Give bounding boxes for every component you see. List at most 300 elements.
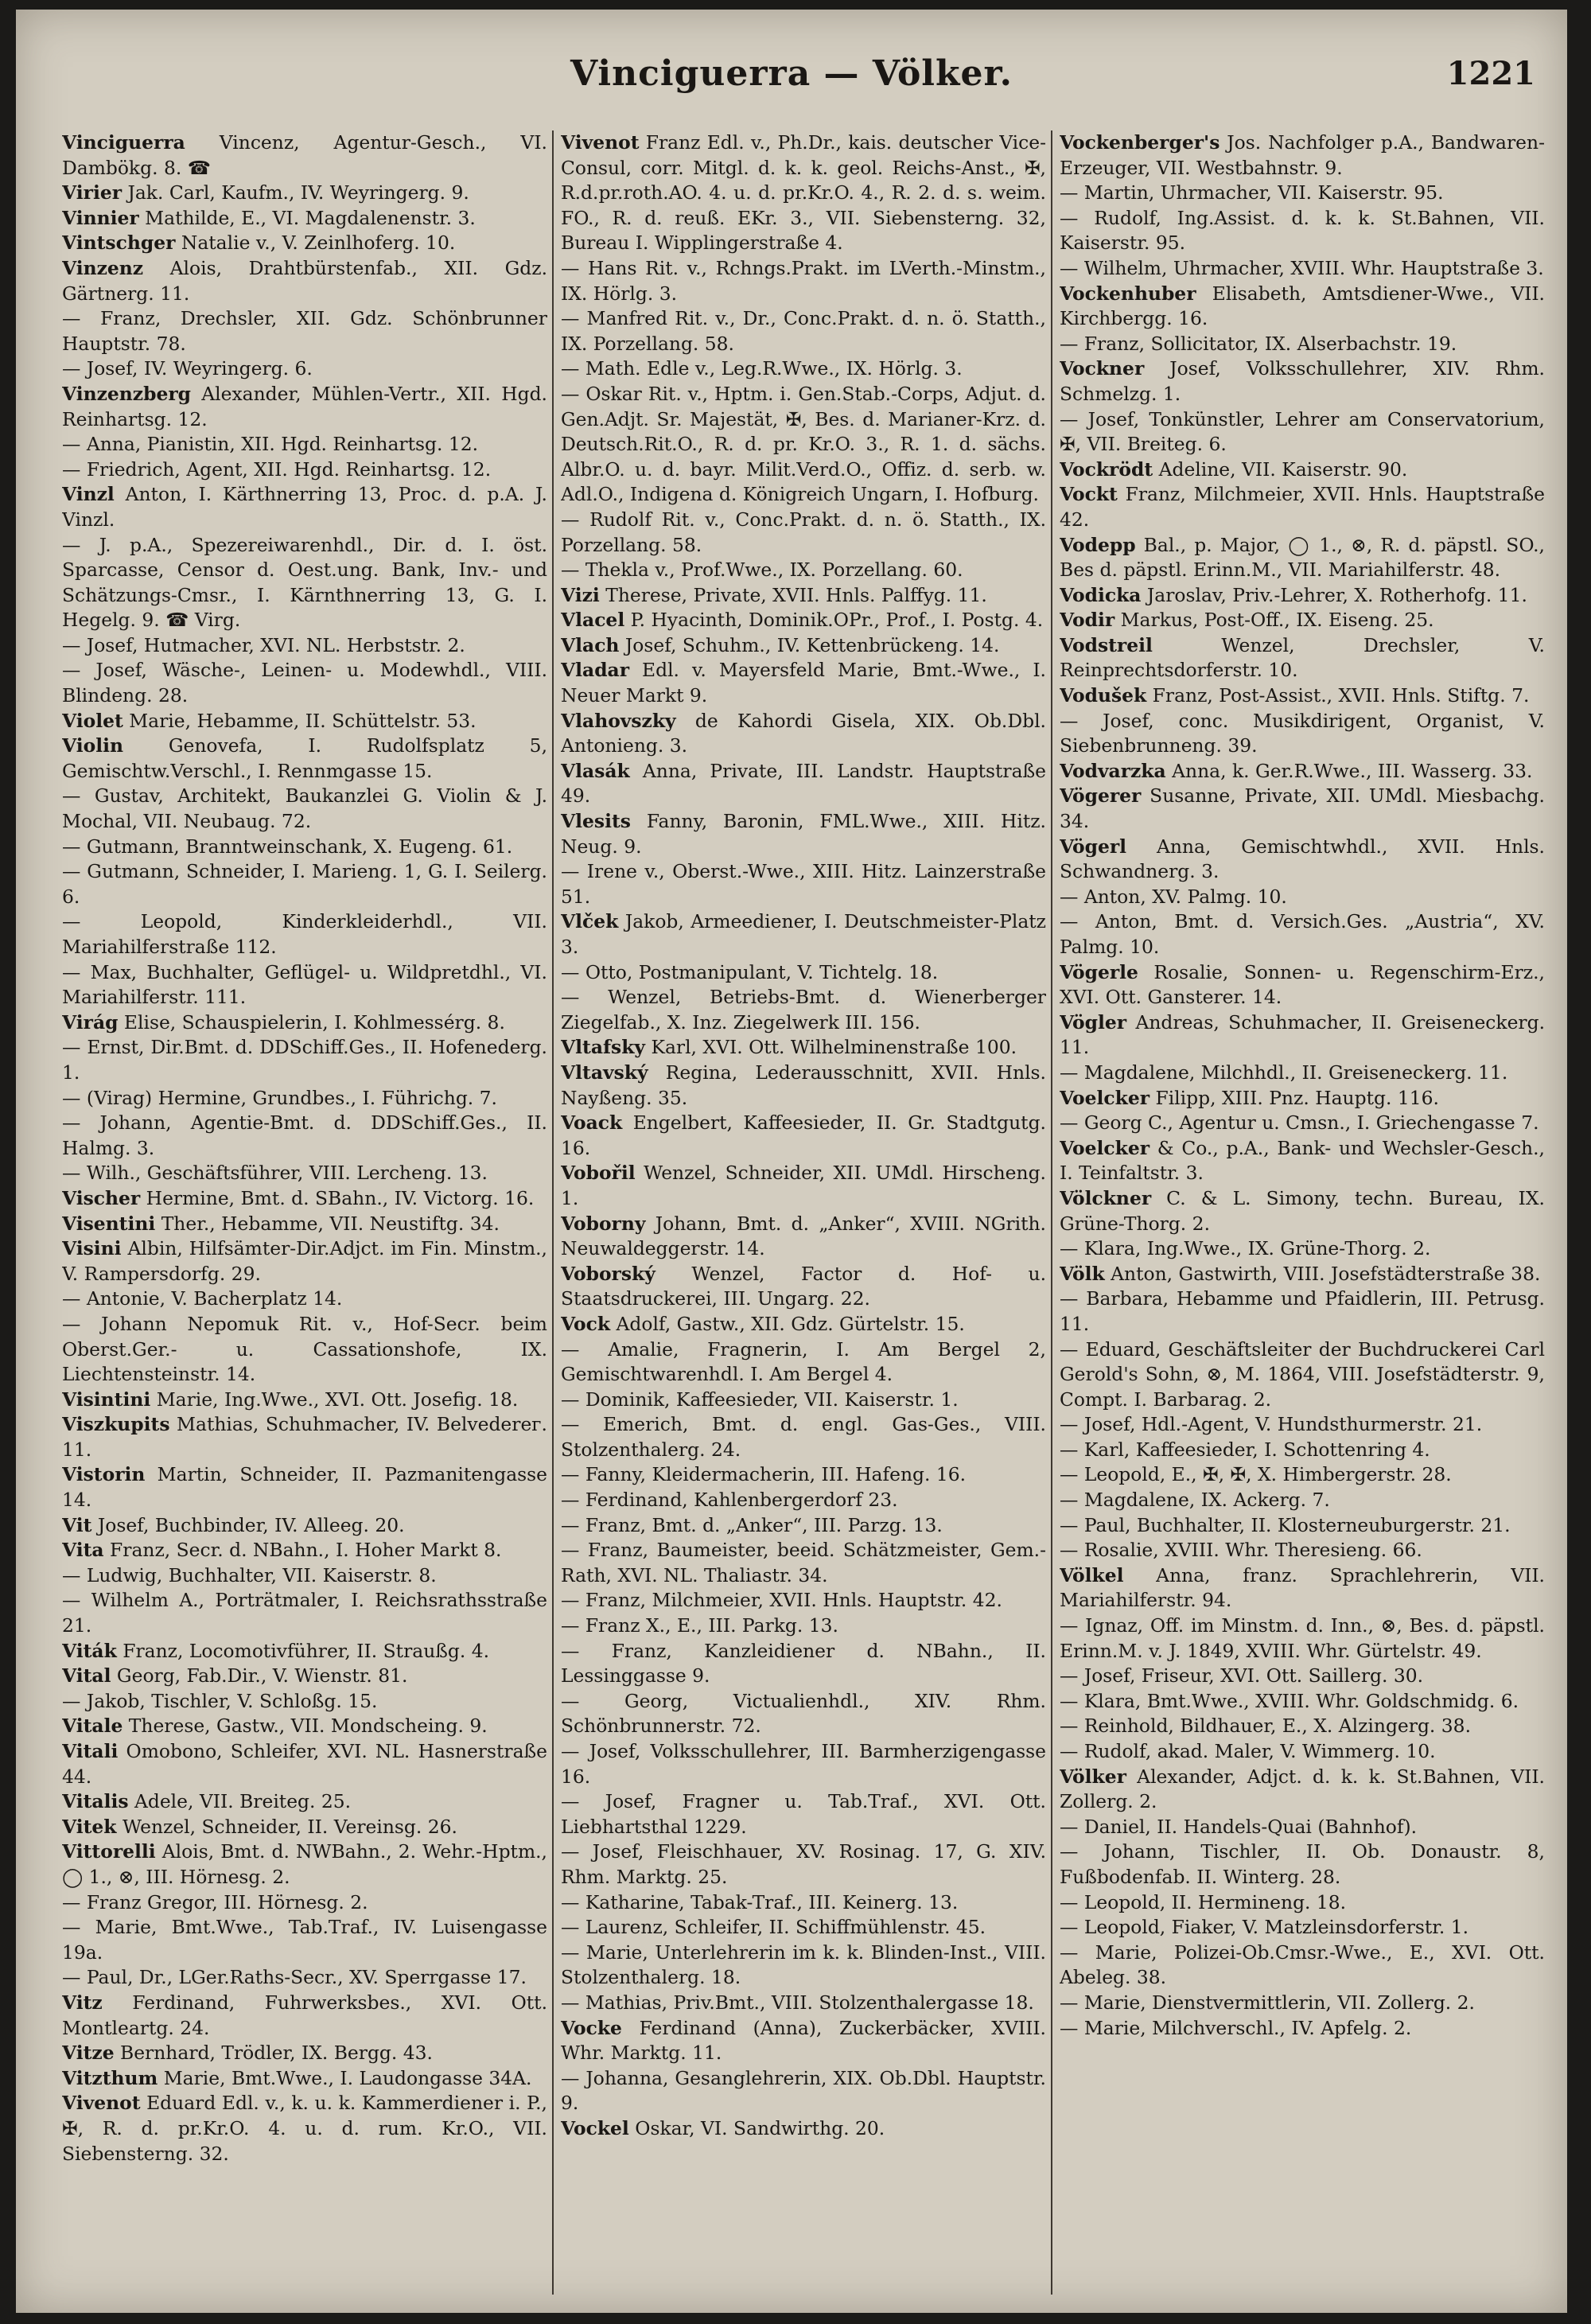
entry-details: Adele, VII. Breiteg. 25.	[128, 1790, 352, 1813]
entry-details: — Fanny, Kleidermacherin, III. Hafeng. 16.	[561, 1463, 967, 1486]
directory-entry	[1060, 1941, 1545, 1991]
entry-surname: Vinzenzberg	[62, 382, 191, 405]
directory-entry	[62, 1287, 547, 1312]
directory-entry	[62, 533, 547, 633]
entry-surname: Vockrödt	[1060, 457, 1153, 481]
entry-details: — Gustav, Architekt, Baukanzlei G. Violin & J. Mochal, VII. Neubaug. 72.	[62, 784, 547, 833]
directory-entry	[1060, 759, 1545, 784]
entry-details: — Irene v., Oberst.-Wwe., XIII. Hitz. Lainzerstraße 51.	[561, 860, 1046, 908]
entry-details: — Josef, Friseur, XVI. Ott. Saillerg. 30.	[1060, 1664, 1424, 1688]
entry-details: — Georg, Victualienhdl., XIV. Rhm. Schönbrunnerstr. 72.	[561, 1689, 1046, 1738]
directory-entry	[1060, 533, 1545, 583]
entry-details: — Friedrich, Agent, XII. Hgd. Reinhartsg. 12.	[62, 457, 492, 481]
entry-surname: Vltavský	[561, 1061, 648, 1084]
entry-details: — Magdalene, Milchhdl., II. Greiseneckerg. 11.	[1060, 1061, 1508, 1084]
entry-surname: Vistorin	[62, 1463, 146, 1486]
directory-entry	[1060, 784, 1545, 834]
entry-details: Ferdinand, Fuhrwerksbes., XVI. Ott. Montleartg. 24.	[62, 1991, 547, 2039]
entry-details: Alois, Drahtbürstenfab., XII. Gdz. Gärtnerg. 11.	[62, 256, 547, 305]
directory-entry	[1060, 206, 1545, 256]
directory-entry	[62, 1739, 547, 1789]
entry-surname: Visentini	[62, 1212, 156, 1235]
entry-details: — Josef, Wäsche-, Leinen- u. Modewhdl., VIII. Blindeng. 28.	[62, 659, 547, 707]
entry-surname: Vocke	[561, 2016, 622, 2039]
directory-entry	[1060, 960, 1545, 1010]
entry-details: — Paul, Dr., LGer.Raths-Secr., XV. Sperrgasse 17.	[62, 1966, 527, 1989]
directory-entry	[62, 784, 547, 834]
directory-entry	[561, 1513, 1046, 1539]
directory-entry	[62, 1236, 547, 1287]
directory-entry	[1060, 1412, 1545, 1438]
directory-entry	[62, 1412, 547, 1462]
entry-surname: Vinzl	[62, 483, 115, 506]
entry-details: — Franz, Bmt. d. „Anker“, III. Parzg. 13.	[561, 1513, 943, 1536]
entry-surname: Vit	[62, 1513, 92, 1536]
entry-details: — Anton, XV. Palmg. 10.	[1060, 885, 1287, 908]
entry-surname: Vodušek	[1060, 684, 1147, 707]
directory-entry	[561, 658, 1046, 708]
entry-details: Wenzel, Schneider, XII. UMdl. Hirscheng. 1.	[561, 1162, 1046, 1209]
entry-surname: Viszkupits	[62, 1413, 170, 1436]
entry-details: Anna, k. Ger.R.Wwe., III. Wasserg. 33.	[1165, 759, 1533, 782]
entry-details: — Reinhold, Bildhauer, E., X. Alzingerg. 38.	[1060, 1715, 1472, 1738]
directory-entry	[1060, 1061, 1545, 1086]
directory-entry	[561, 1538, 1046, 1588]
directory-entry	[62, 1915, 547, 1965]
entry-details: Genovefa, I. Rudolfsplatz 5, Gemischtw.Verschl., I. Rennmgasse 15.	[62, 734, 547, 782]
entry-surname: Vitze	[62, 2042, 115, 2065]
directory-entry	[1060, 1689, 1545, 1715]
directory-entry	[561, 2016, 1046, 2066]
directory-entry	[561, 1388, 1046, 1413]
entry-details: Marie, Bmt.Wwe., I. Laudongasse 34A.	[158, 2066, 532, 2089]
directory-entry	[561, 1789, 1046, 1839]
entry-surname: Vögerer	[1060, 784, 1142, 808]
directory-entry	[62, 1815, 547, 1840]
directory-entry	[62, 1839, 547, 1890]
entry-details: — Josef, Hutmacher, XVI. NL. Herbststr. 2.	[62, 633, 465, 656]
entry-surname: Vögler	[1060, 1010, 1127, 1034]
entry-surname: Violet	[62, 709, 123, 732]
column-divider	[552, 130, 554, 2295]
directory-entry	[62, 1563, 547, 1589]
entry-surname: Viták	[62, 1639, 117, 1662]
directory-entry	[561, 1212, 1046, 1262]
directory-entry	[561, 1337, 1046, 1388]
entry-surname: Vitzthum	[62, 2066, 158, 2089]
entry-details: Eduard Edl. v., k. u. k. Kammerdiener i. P., ✠, R. d. pr.Kr.O. 4. u. d. rum. Kr.O., VII. Siebensterng. 32.	[62, 2092, 547, 2165]
entry-details: Anton, Gastwirth, VIII. Josefstädterstraße 38.	[1104, 1262, 1541, 1285]
entry-surname: Vockenberger's	[1060, 131, 1220, 154]
entry-details: Alexander, Adjct. d. k. k. St.Bahnen, VII. Zollerg. 2.	[1060, 1765, 1545, 1813]
directory-entry	[561, 1739, 1046, 1789]
directory-entry	[62, 130, 547, 181]
directory-entry	[1060, 835, 1545, 885]
entry-details: Edl. v. Mayersfeld Marie, Bmt.-Wwe., I. Neuer Markt 9.	[561, 659, 1046, 707]
directory-entry	[1060, 457, 1545, 483]
entry-details: — Ferdinand, Kahlenbergerdorf 23.	[561, 1489, 898, 1512]
entry-details: — Josef, Fleischhauer, XV. Rosinag. 17, G. XIV. Rhm. Marktg. 25.	[561, 1840, 1046, 1888]
entry-details: — Franz, Baumeister, beeid. Schätzmeister, Gem.-Rath, XVI. NL. Thaliastr. 34.	[561, 1539, 1046, 1586]
page-title: Vinciguerra — Völker.	[570, 53, 1013, 94]
directory-entry	[62, 1664, 547, 1689]
entry-details: Bernhard, Trödler, IX. Bergg. 43.	[114, 2042, 433, 2065]
entry-surname: Voelcker	[1060, 1136, 1150, 1159]
directory-entry	[561, 1061, 1046, 1111]
entry-details: Wenzel, Factor d. Hof- u. Staatsdruckerei, III. Ungarg. 22.	[561, 1262, 1046, 1310]
entry-details: — Eduard, Geschäftsleiter der Buchdruckerei Carl Gerold's Sohn, ⊗, M. 1864, VIII. Josefstädterstr. 9, Compt. I. Barbarag. 2.	[1060, 1337, 1545, 1411]
directory-entry	[62, 1789, 547, 1815]
directory-entry	[561, 1614, 1046, 1639]
entry-details: Josef, Volksschullehrer, XIV. Rhm. Schmelzg. 1.	[1060, 357, 1545, 405]
directory-entry	[561, 1991, 1046, 2016]
directory-entry	[1060, 633, 1545, 683]
entry-details: — Katharine, Tabak-Traf., III. Keinerg. 13.	[561, 1890, 959, 1913]
entry-details: — Hans Rit. v., Rchngs.Prakt. im LVerth.-Minstm., IX. Hörlg. 3.	[561, 256, 1046, 305]
entry-surname: Vischer	[62, 1186, 141, 1209]
directory-entry	[62, 256, 547, 306]
entry-details: Engelbert, Kaffeesieder, II. Gr. Stadtgutg. 16.	[561, 1111, 1046, 1159]
directory-entry	[1060, 1262, 1545, 1287]
entry-details: — Wilhelm A., Porträtmaler, I. Reichsrathsstraße 21.	[62, 1589, 547, 1637]
entry-details: Hermine, Bmt. d. SBahn., IV. Victorg. 16.	[140, 1186, 535, 1209]
directory-entry	[62, 709, 547, 734]
entry-details: — Johann, Tischler, II. Ob. Donaustr. 8, Fußbodenfab. II. Winterg. 28.	[1060, 1840, 1545, 1888]
entry-surname: Vodir	[1060, 609, 1115, 632]
entry-details: Anton, I. Kärthnerring 13, Proc. d. p.A. J. Vinzl.	[62, 483, 547, 531]
entry-surname: Vodepp	[1060, 533, 1136, 556]
column-divider	[1051, 130, 1052, 2295]
directory-entry	[62, 658, 547, 708]
directory-entry	[561, 2116, 1046, 2142]
directory-entry	[1060, 1438, 1545, 1463]
entry-surname: Vodicka	[1060, 583, 1142, 606]
entry-details: — Georg C., Agentur u. Cmsn., I. Griechengasse 7.	[1060, 1111, 1539, 1135]
entry-details: — Thekla v., Prof.Wwe., IX. Porzellang. 60.	[561, 559, 963, 582]
entry-details: — Martin, Uhrmacher, VII. Kaiserstr. 95.	[1060, 181, 1444, 204]
entry-details: Elisabeth, Amtsdiener-Wwe., VII. Kirchbergg. 16.	[1060, 282, 1545, 330]
entry-details: Alois, Bmt. d. NWBahn., 2. Wehr.-Hptm., ◯ 1., ⊗, III. Hörnesg. 2.	[62, 1840, 547, 1888]
directory-entry	[561, 382, 1046, 508]
directory-entry	[62, 1714, 547, 1739]
directory-entry	[561, 1312, 1046, 1337]
entry-details: Andreas, Schuhmacher, II. Greiseneckerg. 11.	[1060, 1010, 1545, 1059]
entry-details: — Josef, Volksschullehrer, III. Barmherzigengasse 16.	[561, 1740, 1046, 1788]
directory-entry	[1060, 407, 1545, 457]
directory-entry	[62, 1035, 547, 1085]
directory-entry	[62, 2091, 547, 2166]
entry-surname: Vlacel	[561, 609, 625, 632]
entry-details: Karl, XVI. Ott. Wilhelminenstraße 100.	[645, 1036, 1017, 1059]
entry-details: Marie, Hebamme, II. Schüttelstr. 53.	[123, 709, 477, 732]
entry-details: Franz Edl. v., Ph.Dr., kais. deutscher Vice-Consul, corr. Mitgl. d. k. k. geol. Reichs-Anst., ✠, R.d.pr.roth.AO. 4. u. d. pr.Kr.O. 4., R. 2. d. s. weim. FO., R. d. reuß. EKr. 3., VII. Siebensterng. 32, Bureau I. Wipplingerstraße 4.	[561, 131, 1046, 255]
entry-surname: Vodvarzka	[1060, 759, 1166, 782]
entry-details: Ther., Hebamme, VII. Neustiftg. 34.	[155, 1212, 500, 1235]
entry-details: Albin, Hilfsämter-Dir.Adjct. im Fin. Minstm., V. Rampersdorfg. 29.	[62, 1237, 547, 1285]
entry-details: Jos. Nachfolger p.A., Bandwaren-Erzeuger, VII. Westbahnstr. 9.	[1060, 131, 1545, 179]
entry-details: Mathilde, E., VI. Magdalenenstr. 3.	[138, 206, 476, 229]
directory-entry	[1060, 256, 1545, 282]
entry-surname: Vitek	[62, 1815, 117, 1838]
entry-details: Ferdinand (Anna), Zuckerbäcker, XVIII. Whr. Marktg. 11.	[561, 2016, 1046, 2065]
directory-entry	[1060, 1614, 1545, 1664]
entry-details: Anna, Gemischtwhdl., XVII. Hnls. Schwandnerg. 3.	[1060, 835, 1545, 883]
entry-details: Oskar, VI. Sandwirthg. 20.	[628, 2116, 885, 2139]
entry-surname: Vobořil	[561, 1162, 636, 1185]
directory-entry	[62, 734, 547, 784]
entry-details: — Karl, Kaffeesieder, I. Schottenring 4.	[1060, 1438, 1430, 1461]
entry-details: & Co., p.A., Bank- und Wechsler-Gesch., I. Teinfaltstr. 3.	[1060, 1136, 1545, 1185]
entry-details: C. & L. Simony, techn. Bureau, IX. Grüne-Thorg. 2.	[1060, 1186, 1545, 1235]
directory-entry	[561, 130, 1046, 256]
entry-surname: Visintini	[62, 1388, 151, 1411]
column-2	[561, 130, 1046, 2295]
directory-entry	[1060, 1714, 1545, 1739]
entry-details: Jakob, Armeediener, I. Deutschmeister-Platz 3.	[561, 910, 1046, 958]
entry-details: — Franz X., E., III. Parkg. 13.	[561, 1614, 838, 1637]
entry-details: — Franz Gregor, III. Hörnesg. 2.	[62, 1890, 368, 1913]
entry-details: — Johann Nepomuk Rit. v., Hof-Secr. beim Oberst.Ger.- u. Cassationshofe, IX. Liechtensteinstr. 14.	[62, 1312, 547, 1386]
entry-details: — Ignaz, Off. im Minstm. d. Inn., ⊗, Bes. d. päpstl. Erinn.M. v. J. 1849, XVIII. Whr. Gürtelstr. 49.	[1060, 1614, 1545, 1662]
entry-details: Jak. Carl, Kaufm., IV. Weyringerg. 9.	[122, 181, 469, 204]
entry-details: Franz, Milchmeier, XVII. Hnls. Hauptstraße 42.	[1060, 483, 1545, 531]
page-number: 1221	[1446, 55, 1535, 92]
entry-details: — Magdalene, IX. Ackerg. 7.	[1060, 1489, 1330, 1512]
entry-surname: Vockenhuber	[1060, 282, 1196, 305]
entry-details: — Klara, Ing.Wwe., IX. Grüne-Thorg. 2.	[1060, 1237, 1431, 1260]
entry-details: Anna, Private, III. Landstr. Hauptstraße 49.	[561, 759, 1046, 808]
entry-details: Franz, Post-Assist., XVII. Hnls. Stiftg. 7.	[1146, 684, 1530, 707]
directory-entry	[62, 1312, 547, 1388]
entry-details: Regina, Lederausschnitt, XVII. Hnls. Nayßeng. 35.	[561, 1061, 1046, 1109]
directory-entry	[561, 985, 1046, 1035]
entry-surname: Vivenot	[561, 131, 640, 154]
directory-entry	[561, 256, 1046, 306]
entry-details: — Jakob, Tischler, V. Schloßg. 15.	[62, 1689, 378, 1712]
entry-details: Therese, Private, XVII. Hnls. Palffyg. 11.	[599, 583, 987, 606]
directory-entry	[1060, 282, 1545, 332]
entry-details: — Marie, Polizei-Ob.Cmsr.-Wwe., E., XVI. Ott. Abeleg. 38.	[1060, 1941, 1545, 1989]
entry-details: Jaroslav, Priv.-Lehrer, X. Rotherhofg. 11.	[1141, 583, 1527, 606]
directory-entry	[1060, 683, 1545, 709]
entry-details: Mathias, Schuhmacher, IV. Belvederег. 11.	[62, 1413, 547, 1461]
directory-entry	[62, 633, 547, 659]
directory-entry	[1060, 1111, 1545, 1136]
directory-entry	[561, 1839, 1046, 1890]
entry-details: Anna, franz. Sprachlehrerin, VII. Mariahilferstr. 94.	[1060, 1563, 1545, 1612]
entry-surname: Vinzenz	[62, 256, 144, 279]
entry-details: — Johanna, Gesanglehrerin, XIX. Ob.Dbl. Hauptstr. 9.	[561, 2066, 1046, 2115]
entry-details: — Wilhelm, Uhrmacher, XVIII. Whr. Hauptstraße 3.	[1060, 256, 1544, 279]
entry-details: — Daniel, II. Handels-Quai (Bahnhof).	[1060, 1815, 1418, 1838]
entry-details: — Franz, Drechsler, XII. Gdz. Schönbrunner Hauptstr. 78.	[62, 307, 547, 355]
directory-entry	[1060, 1739, 1545, 1765]
directory-entry	[1060, 1236, 1545, 1262]
entry-details: Josef, Buchbinder, IV. Alleeg. 20.	[91, 1513, 405, 1536]
entry-surname: Vlesits	[561, 810, 631, 833]
directory-entry	[561, 1588, 1046, 1614]
column-3	[1060, 130, 1545, 2295]
entry-surname: Vitz	[62, 1991, 103, 2014]
entry-details: Omobono, Schleifer, XVI. NL. Hasnerstraße 44.	[62, 1740, 547, 1788]
entry-details: — Marie, Unterlehrerin im k. k. Blinden-Inst., VIII. Stolzenthalerg. 18.	[561, 1941, 1046, 1989]
directory-entry	[561, 1941, 1046, 1991]
entry-surname: Vögerl	[1060, 835, 1127, 858]
entry-details: — J. p.A., Spezereiwarenhdl., Dir. d. I. öst. Sparcasse, Censor d. Oest.ung. Bank, Inv.- und Schätzungs-Cmsr., I. Kärnthnerring 13, G. I. Hegelg. 9. ☎ Virg.	[62, 533, 547, 632]
entry-surname: Vinciguerra	[62, 131, 185, 154]
entry-details: Franz, Locomotivführer, II. Straußg. 4.	[116, 1639, 490, 1662]
entry-details: — Rudolf, Ing.Assist. d. k. k. St.Bahnen, VII. Kaiserstr. 95.	[1060, 206, 1545, 255]
directory-entry	[561, 859, 1046, 909]
directory-entry	[62, 835, 547, 860]
directory-entry	[62, 960, 547, 1010]
directory-entry	[62, 1388, 547, 1413]
entry-details: — Gutmann, Branntweinschank, X. Eugeng. 61.	[62, 835, 513, 858]
entry-surname: Vinnier	[62, 206, 139, 229]
entry-details: — (Virag) Hermine, Grundbes., I. Führichg. 7.	[62, 1086, 497, 1109]
directory-entry	[62, 1588, 547, 1638]
entry-details: — Marie, Milchverschl., IV. Apfelg. 2.	[1060, 2016, 1412, 2039]
entry-details: — Oskar Rit. v., Hptm. i. Gen.Stab.-Corps, Adjut. d. Gen.Adjt. Sr. Majestät, ✠, Bes. d. Marianer-Krz. d. Deutsch.Rit.O., R. d. pr. Kr.O. 3., R. 1. d. sächs. Albr.O. u. d. bayr. Milit.Verd.O., Offiz. d. serb. w. Adl.O., Indigena d. Königreich Ungarn, I. Hofburg.	[561, 382, 1046, 506]
entry-surname: Vlach	[561, 633, 620, 656]
entry-surname: Vladar	[561, 659, 630, 682]
entry-details: Rosalie, Sonnen- u. Regenschirm-Erz., XVI. Ott. Gansterer. 14.	[1060, 960, 1545, 1009]
directory-entry	[561, 909, 1046, 960]
directory-entry	[62, 859, 547, 909]
directory-entry	[62, 1689, 547, 1715]
entry-details: Johann, Bmt. d. „Anker“, XVIII. NGrith. Neuwaldeggerstr. 14.	[561, 1212, 1046, 1260]
directory-entry	[561, 633, 1046, 659]
entry-surname: Voack	[561, 1111, 623, 1135]
directory-entry	[62, 1462, 547, 1512]
entry-surname: Völker	[1060, 1765, 1126, 1788]
directory-entry	[1060, 1563, 1545, 1614]
directory-entry	[62, 181, 547, 206]
entry-details: — Anton, Bmt. d. Versich.Ges. „Austria“, XV. Palmg. 10.	[1060, 910, 1545, 958]
directory-entry	[561, 1462, 1046, 1488]
entry-details: Franz, Secr. d. NBahn., I. Hoher Markt 8.	[103, 1539, 502, 1562]
directory-entry	[561, 356, 1046, 382]
entry-details: — Rosalie, XVIII. Whr. Theresieng. 66.	[1060, 1539, 1422, 1562]
directory-entry	[1060, 1010, 1545, 1061]
entry-details: — Antonie, V. Bacherplatz 14.	[62, 1287, 343, 1310]
directory-entry	[62, 1890, 547, 1916]
entry-surname: Voelcker	[1060, 1086, 1150, 1109]
entry-surname: Virier	[62, 181, 123, 204]
entry-details: — Leopold, Fiaker, V. Matzleinsdorferstr. 1.	[1060, 1916, 1469, 1939]
entry-surname: Vivenot	[62, 2092, 141, 2115]
directory-entry	[1060, 1538, 1545, 1563]
entry-surname: Vlasák	[561, 759, 630, 782]
entry-details: Susanne, Private, XII. UMdl. Miesbachg. 34.	[1060, 784, 1545, 833]
entry-surname: Visini	[62, 1237, 122, 1260]
directory-entry	[62, 1212, 547, 1237]
directory-entry	[1060, 909, 1545, 960]
entry-details: Martin, Schneider, II. Pazmanitengasse 14.	[62, 1463, 547, 1512]
directory-entry	[1060, 130, 1545, 181]
entry-details: — Rudolf, akad. Maler, V. Wimmerg. 10.	[1060, 1740, 1436, 1762]
directory-entry	[62, 356, 547, 382]
entry-surname: Vlahovszky	[561, 709, 676, 732]
entry-surname: Vizi	[561, 583, 600, 606]
entry-details: — Josef, IV. Weyringerg. 6.	[62, 357, 313, 380]
directory-entry	[561, 1890, 1046, 1916]
entry-details: — Marie, Dienstvermittlerin, VII. Zollerg. 2.	[1060, 1991, 1475, 2014]
directory-entry	[1060, 1513, 1545, 1539]
directory-entry	[62, 2066, 547, 2092]
entry-details: — Leopold, Kinderkleiderhdl., VII. Mariahilferstraße 112.	[62, 910, 547, 958]
entry-surname: Vitale	[62, 1715, 123, 1738]
directory-entry	[561, 809, 1046, 859]
entry-details: Adolf, Gastw., XII. Gdz. Gürtelstr. 15.	[610, 1312, 965, 1335]
directory-entry	[1060, 332, 1545, 357]
entry-details: — Franz, Sollicitator, IX. Alserbachstr. 19.	[1060, 332, 1457, 355]
entry-surname: Vintschger	[62, 232, 176, 255]
entry-details: — Josef, Tonkünstler, Lehrer am Conservatorium, ✠, VII. Breiteg. 6.	[1060, 407, 1545, 456]
entry-details: — Mathias, Priv.Bmt., VIII. Stolzenthalergasse 18.	[561, 1991, 1034, 2014]
column-1	[62, 130, 547, 2295]
directory-entry	[1060, 1287, 1545, 1337]
directory-entry	[561, 508, 1046, 558]
directory-entry	[561, 583, 1046, 609]
directory-entry	[1060, 1488, 1545, 1513]
entry-details: Josef, Schuhm., IV. Kettenbrückeng. 14.	[619, 633, 1000, 656]
entry-surname: Völckner	[1060, 1186, 1152, 1209]
directory-entry	[1060, 2016, 1545, 2042]
directory-entry	[561, 960, 1046, 986]
directory-entry	[62, 382, 547, 432]
entry-details: Georg, Fab.Dir., V. Wienstr. 81.	[111, 1664, 408, 1688]
directory-entry	[1060, 482, 1545, 532]
entry-details: Adeline, VII. Kaiserstr. 90.	[1153, 457, 1408, 481]
entry-surname: Vockner	[1060, 357, 1145, 380]
directory-entry	[62, 1010, 547, 1036]
directory-entry	[561, 1262, 1046, 1312]
directory-entry	[561, 1689, 1046, 1739]
directory-entry	[62, 1513, 547, 1539]
entry-surname: Vitali	[62, 1740, 119, 1762]
directory-entry	[1060, 1136, 1545, 1186]
entry-details: — Ernst, Dir.Bmt. d. DDSchiff.Ges., II. Hofenederg. 1.	[62, 1036, 547, 1084]
directory-entry	[561, 1161, 1046, 1211]
directory-entry	[561, 1639, 1046, 1689]
entry-details: — Wenzel, Betriebs-Bmt. d. Wienerberger Ziegelfab., X. Inz. Ziegelwerk III. 156.	[561, 986, 1046, 1034]
entry-details: — Laurenz, Schleifer, II. Schiffmühlenstr. 45.	[561, 1916, 986, 1939]
entry-surname: Virág	[62, 1010, 119, 1034]
entry-details: Wenzel, Drechsler, V. Reinprechtsdorferstr. 10.	[1060, 633, 1545, 682]
entry-details: Therese, Gastw., VII. Mondscheing. 9.	[123, 1715, 488, 1738]
entry-details: — Amalie, Fragnerin, I. Am Bergel 2, Gemischtwarenhdl. I. Am Bergel 4.	[561, 1337, 1046, 1386]
entry-details: Fanny, Baronin, FML.Wwe., XIII. Hitz. Neug. 9.	[561, 810, 1046, 858]
directory-entry	[62, 1186, 547, 1212]
directory-entry	[561, 306, 1046, 356]
entry-surname: Völk	[1060, 1262, 1105, 1285]
entry-details: — Johann, Agentie-Bmt. d. DDSchiff.Ges., II. Halmg. 3.	[62, 1111, 547, 1159]
entry-surname: Vodstreil	[1060, 633, 1153, 656]
directory-entry	[1060, 1839, 1545, 1890]
entry-details: — Wilh., Geschäftsführer, VIII. Lercheng. 13.	[62, 1162, 488, 1185]
directory-entry	[62, 482, 547, 532]
directory-entry	[561, 1488, 1046, 1513]
entry-surname: Violin	[62, 734, 124, 757]
directory-entry	[561, 1412, 1046, 1462]
page-header	[16, 53, 1567, 109]
entry-details: Alexander, Mühlen-Vertr., XII. Hgd. Reinhartsg. 12.	[62, 382, 547, 430]
directory-entry	[561, 608, 1046, 633]
directory-entry	[62, 1991, 547, 2041]
directory-entry	[62, 2041, 547, 2066]
directory-entry	[62, 206, 547, 232]
